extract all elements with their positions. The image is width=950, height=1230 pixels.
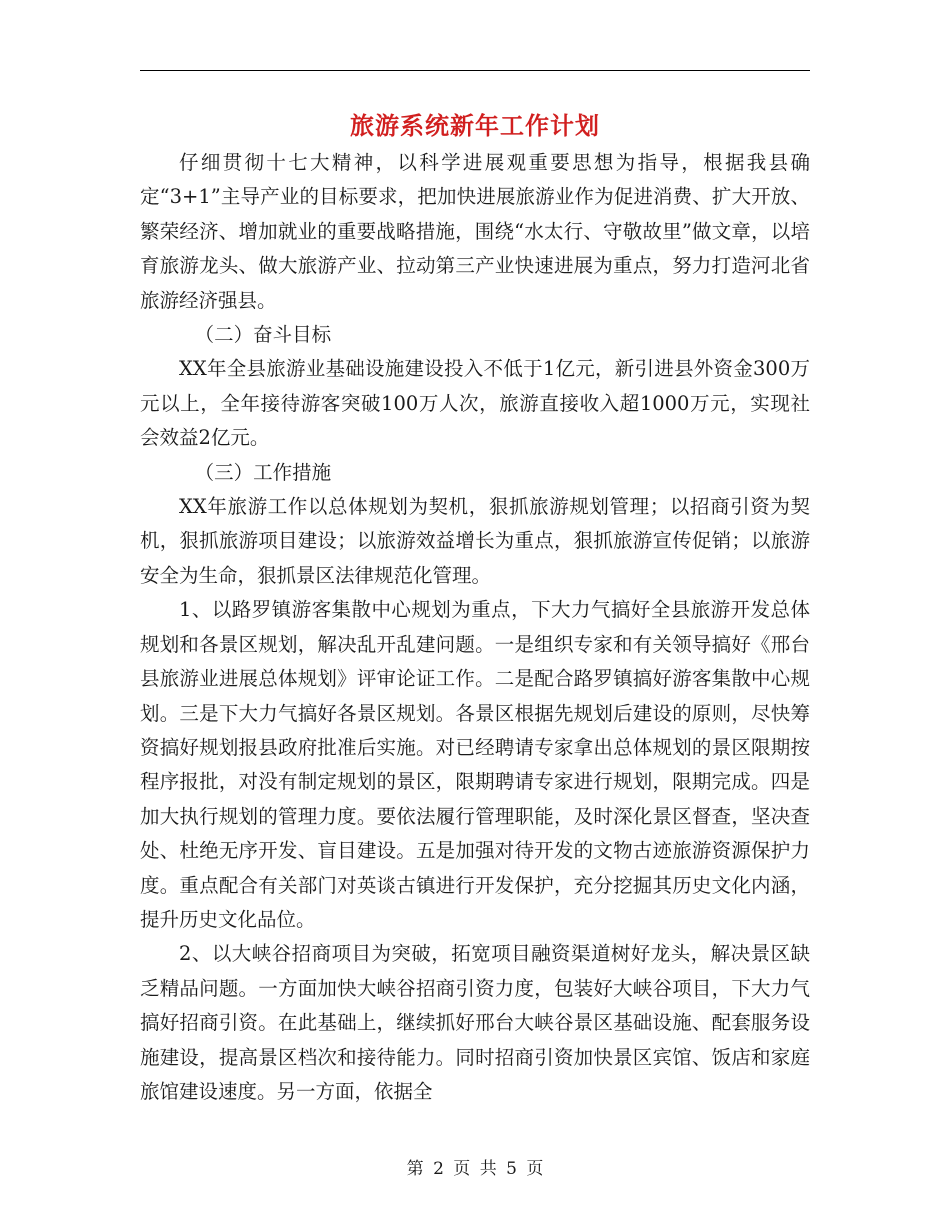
paragraph-goals: XX年全县旅游业基础设施建设投入不低于1亿元，新引进县外资金300万元以上，全年接待游客突破100万人次，旅游直接收入超1000万元，实现社会效益2亿元。 — [140, 357, 810, 450]
paragraph-intro: 仔细贯彻十七大精神，以科学进展观重要思想为指导，根据我县确定“3+1”主导产业的目标要求，把加快进展旅游业作为促进消费、扩大开放、繁荣经济、增加就业的重要战略措施，围绕“水太行、守敬故里”做文章，以培育旅游龙头、做大旅游产业、拉动第三产业快速进展为重点，努力打造河北省旅游经济强县。 — [140, 151, 810, 312]
page-footer: 第 2 页 共 5 页 — [406, 1159, 544, 1179]
header-rule — [140, 70, 810, 71]
section-heading-measures: （三）工作措施 — [194, 460, 332, 484]
section-heading-goals: （二）奋斗目标 — [194, 323, 332, 347]
paragraph-measure-1: 1、以路罗镇游客集散中心规划为重点，下大力气搞好全县旅游开发总体规划和各景区规划，解决乱开乱建问题。一是组织专家和有关领导搞好《邢台县旅游业进展总体规划》评审论证工作。二是配合路罗镇搞好游客集散中心规划。三是下大力气搞好各景区规划。各景区根据先规划后建设的原则，尽快筹资搞好规划报县政府批准后实施。对已经聘请专家拿出总体规划的景区限期按程序报批，对没有制定规划的景区，限期聘请专家进行规划，限期完成。四是加大执行规划的管理力度。要依法履行管理职能，及时深化景区督查，坚决查处、杜绝无序开发、盲目建设。五是加强对待开发的文物古迹旅游资源保护力度。重点配合有关部门对英谈古镇进行开发保护，充分挖掘其历史文化内涵，提升历史文化品位。 — [140, 598, 810, 931]
page-title: 旅游系统新年工作计划 — [350, 111, 600, 140]
paragraph-measure-2: 2、以大峡谷招商项目为突破，拓宽项目融资渠道树好龙头，解决景区缺乏精品问题。一方面加快大峡谷招商引资力度，包装好大峡谷项目，下大力气搞好招商引资。在此基础上，继续抓好邢台大峡谷景区基础设施、配套服务设施建设，提高景区档次和接待能力。同时招商引资加快景区宾馆、饭店和家庭旅馆建设速度。另一方面，依据全 — [140, 942, 810, 1103]
paragraph-measures-overview: XX年旅游工作以总体规划为契机，狠抓旅游规划管理；以招商引资为契机，狠抓旅游项目建设；以旅游效益增长为重点，狠抓旅游宣传促销；以旅游安全为生命，狠抓景区法律规范化管理。 — [140, 495, 810, 587]
document-body — [140, 146, 810, 1109]
